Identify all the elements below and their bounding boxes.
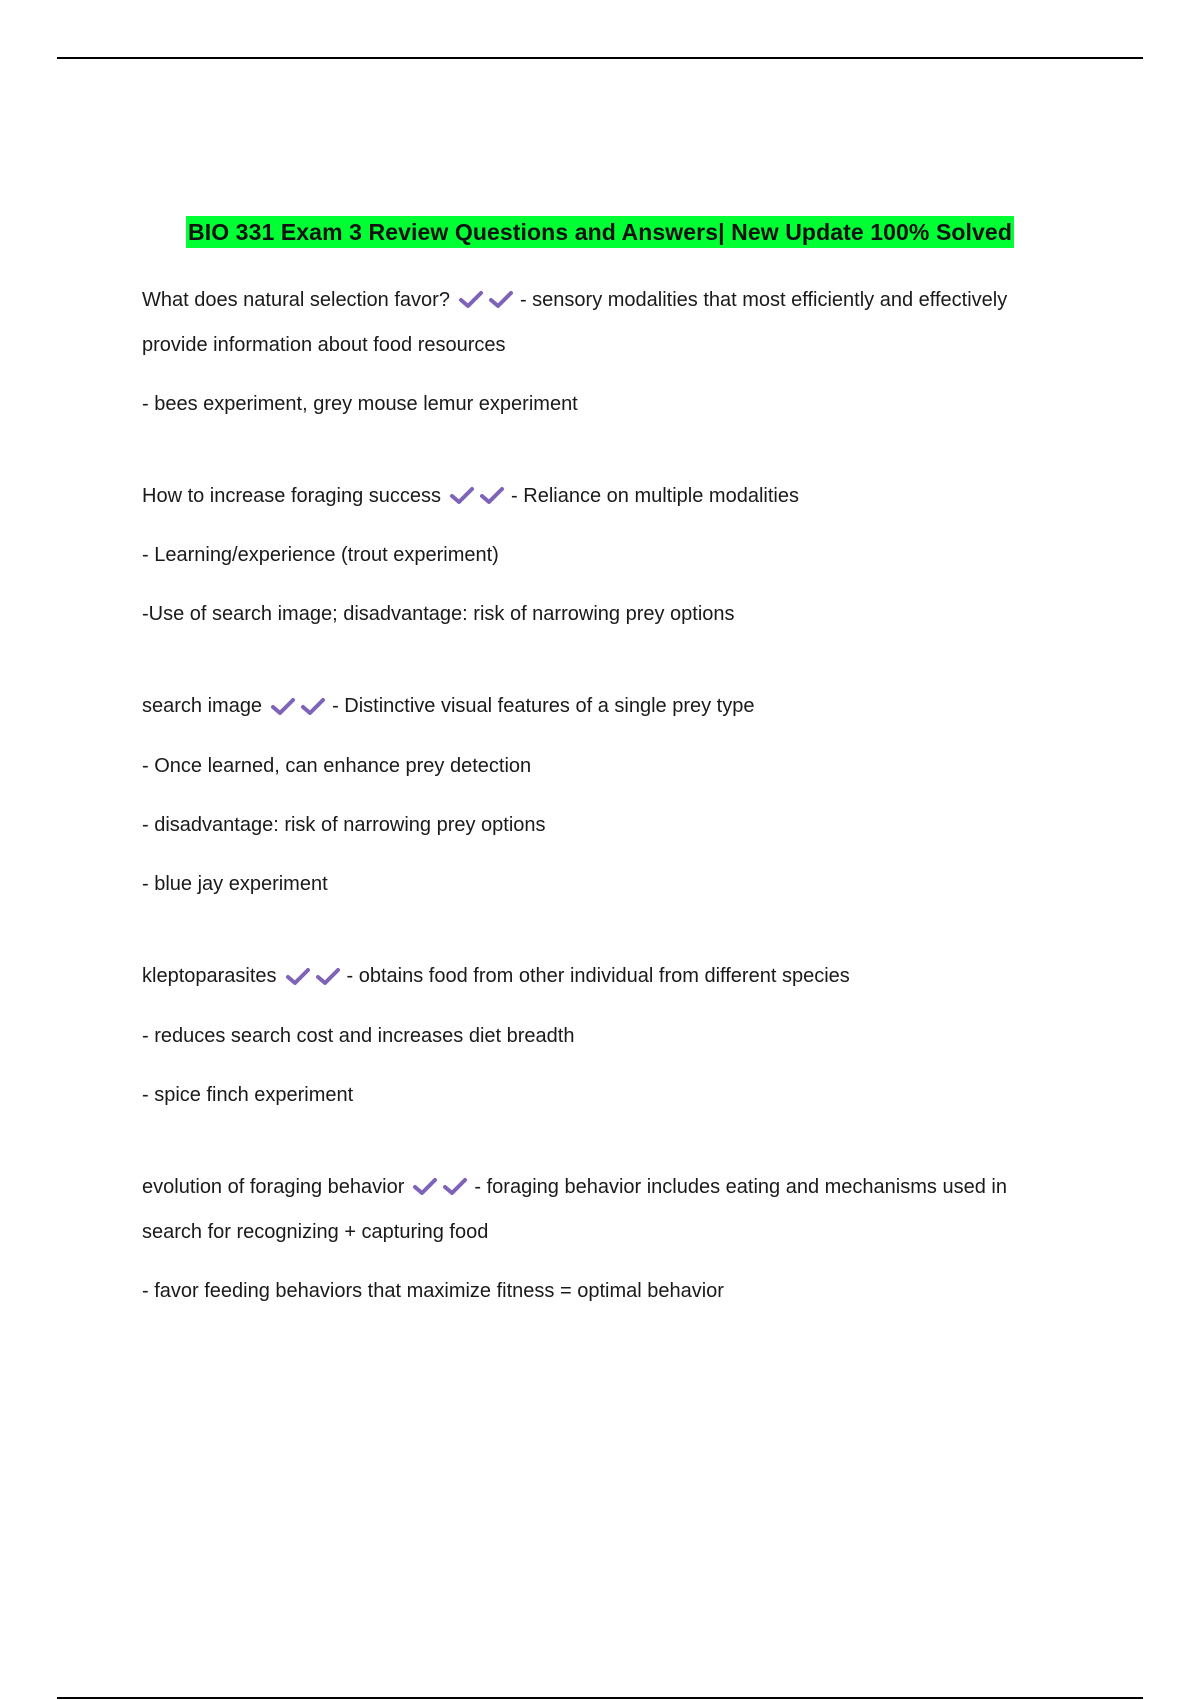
title-container [0,216,1200,248]
answer-text: - obtains food from other individual from different species [346,965,850,988]
qa-item [142,1165,1062,1313]
check-marks [285,953,341,997]
answer-text: - sensory modalities that most efficiently and effectively provide information about food resources [142,289,1008,356]
check-marks [270,683,326,727]
detail-text: -Use of search image; disadvantage: risk of narrowing prey options [142,603,735,626]
question-text: search image [142,695,263,718]
top-rule [57,57,1143,59]
answer-text: - foraging behavior includes eating and mechanisms used in search for recognizing + capturing food [142,1175,1007,1243]
qa-question-line [142,474,1062,519]
detail-text: - blue jay experiment [142,873,328,896]
qa-question-line [142,1165,1062,1254]
detail-text: - Once learned, can enhance prey detection [142,755,532,778]
qa-question-line [142,954,1062,999]
check-icon [412,1176,438,1196]
qa-question-line [142,278,1062,367]
answer-text: - Reliance on multiple modalities [511,484,799,507]
check-icon [300,696,326,716]
detail-text: - reduces search cost and increases diet breadth [142,1024,575,1047]
document-title: BIO 331 Exam 3 Review Questions and Answers| New Update 100% Solved [186,216,1014,248]
check-marks [458,277,514,321]
check-icon [270,696,296,716]
check-icon [449,485,475,505]
detail-text: - Learning/experience (trout experiment) [142,544,499,567]
detail-text: - favor feeding behaviors that maximize fitness = optimal behavior [142,1279,724,1302]
question-text: evolution of foraging behavior [142,1175,405,1198]
question-text: kleptoparasites [142,965,277,988]
question-text: What does natural selection favor? [142,289,450,311]
qa-item [142,474,1062,637]
detail-text: - disadvantage: risk of narrowing prey options [142,814,546,837]
check-icon [479,485,505,505]
answer-text: - Distinctive visual features of a single prey type [332,695,755,718]
bottom-rule [57,1697,1143,1699]
check-icon [285,966,311,986]
check-marks [449,472,505,516]
check-icon [442,1176,468,1196]
qa-item [142,954,1062,1117]
qa-list [142,278,1062,1361]
question-text: How to increase foraging success [142,484,442,507]
check-icon [488,289,514,309]
check-marks [412,1164,468,1208]
detail-text: - bees experiment, grey mouse lemur experiment [142,392,578,415]
check-icon [315,966,341,986]
qa-item [142,278,1062,426]
qa-question-line [142,684,1062,729]
check-icon [458,289,484,309]
qa-item [142,684,1062,906]
detail-text: - spice finch experiment [142,1083,354,1106]
